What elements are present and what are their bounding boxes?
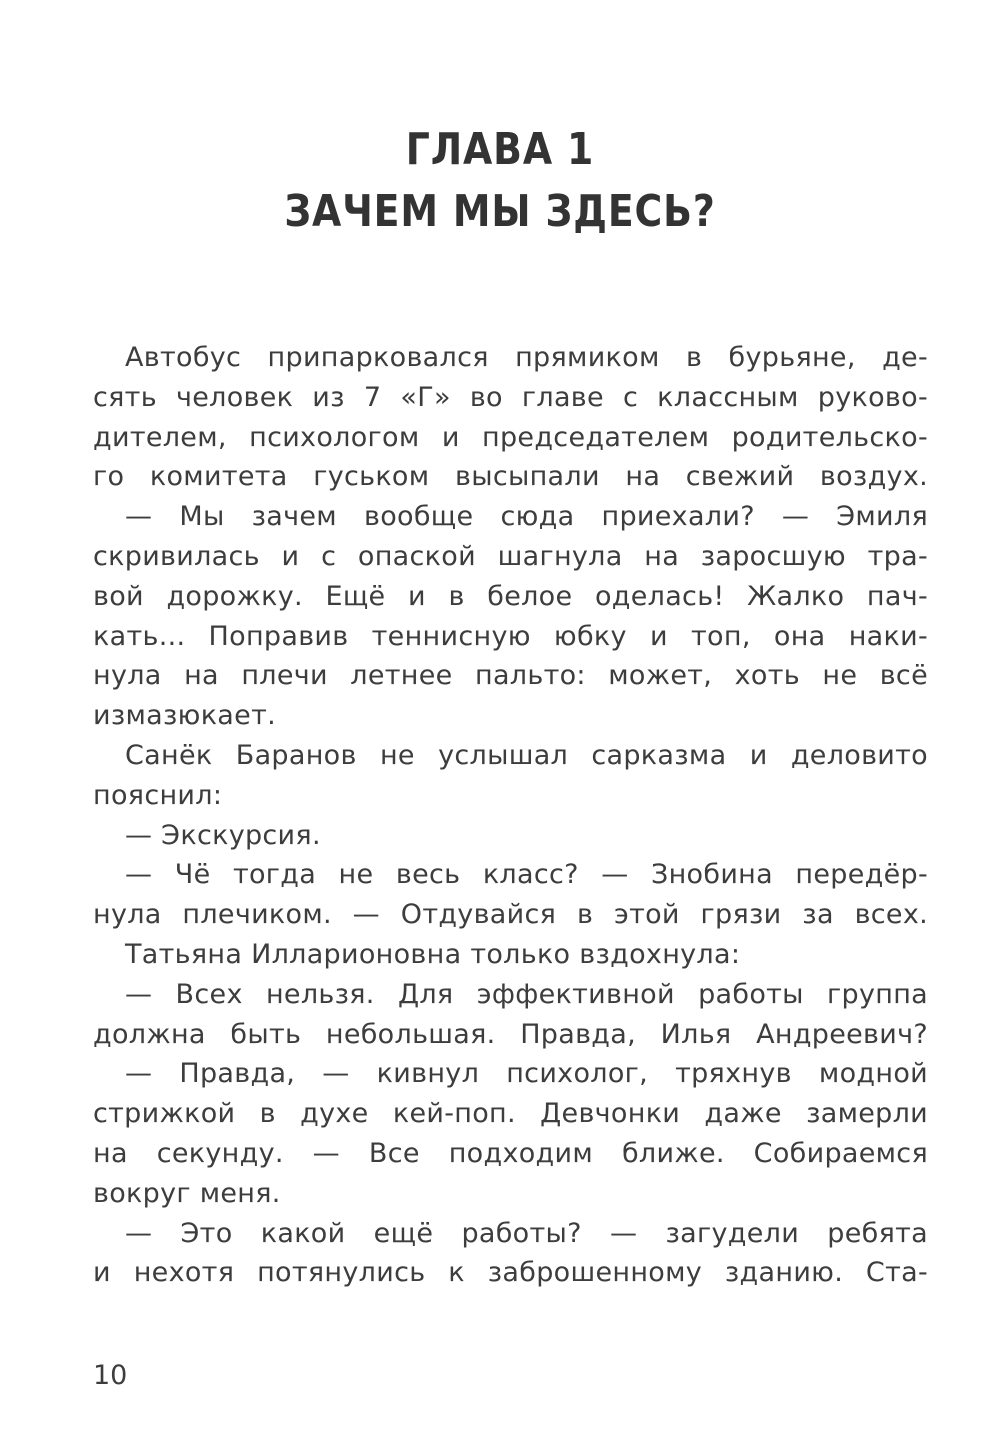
text-line: на секунду. — Все подходим ближе. Собираемся xyxy=(93,1137,928,1169)
text-line: нула плечиком. — Отдувайся в этой грязи за всех. xyxy=(93,899,928,931)
text-line: Автобус припарковался прямиком в бурьяне, де- xyxy=(125,342,928,373)
chapter-text xyxy=(93,338,928,1293)
text-line: вокруг меня. xyxy=(93,1177,281,1209)
text-line: го комитета гуськом высыпали на свежий воздух. xyxy=(93,461,928,493)
text-line: вой дорожку. Ещё и в белое оделась! Жалко пач- xyxy=(93,580,928,612)
text-line: скривилась и с опаской шагнула на заросшую тра- xyxy=(93,540,928,572)
text-line: нула на плечи летнее пальто: может, хоть не всё xyxy=(93,660,928,692)
chapter-number: ГЛАВА 1 xyxy=(405,124,595,176)
text-line: — Экскурсия. xyxy=(125,819,321,851)
text-line: Татьяна Илларионовна только вздохнула: xyxy=(125,938,741,970)
text-line: — Чё тогда не весь класс? — Знобина передёр- xyxy=(125,859,928,891)
page-number: 10 xyxy=(93,1360,128,1391)
text-line: и нехотя потянулись к заброшенному зданию. Ста- xyxy=(93,1257,928,1289)
text-line: пояснил: xyxy=(93,779,223,811)
text-line: — Мы зачем вообще сюда приехали? — Эмиля xyxy=(125,501,928,533)
text-line: — Правда, — кивнул психолог, тряхнув модной xyxy=(125,1058,928,1090)
text-line: стрижкой в духе кей-поп. Девчонки даже замерли xyxy=(93,1098,928,1130)
chapter-heading xyxy=(0,119,1000,243)
text-line: — Всех нельзя. Для эффективной работы группа xyxy=(125,978,928,1010)
text-line: должна быть небольшая. Правда, Илья Андреевич? xyxy=(93,1018,928,1050)
text-line: — Это какой ещё работы? — загудели ребята xyxy=(125,1217,928,1249)
text-line: сять человек из 7 «Г» во главе с классным руково- xyxy=(93,381,928,413)
text-line: измазюкает. xyxy=(93,700,276,732)
text-line: дителем, психологом и председателем родительско- xyxy=(93,421,928,453)
text-line: Санёк Баранов не услышал сарказма и деловито xyxy=(125,739,928,771)
chapter-title: ЗАЧЕМ МЫ ЗДЕСЬ? xyxy=(284,186,716,238)
text-line: кать... Поправив теннисную юбку и топ, она наки- xyxy=(93,620,928,652)
